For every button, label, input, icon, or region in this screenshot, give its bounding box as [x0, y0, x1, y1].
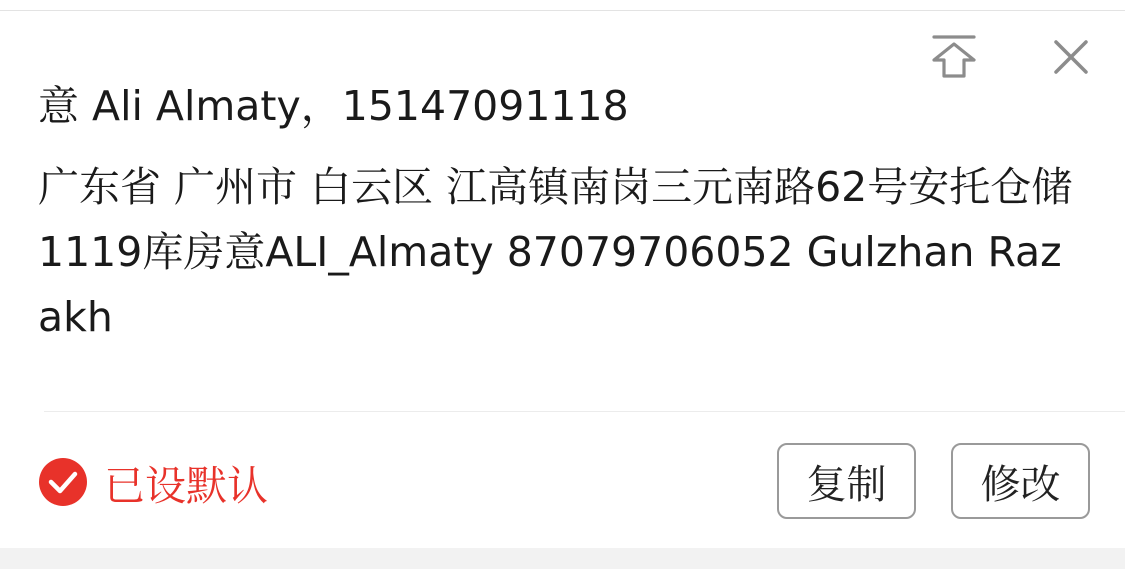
pin-to-top-icon[interactable]	[926, 32, 982, 82]
default-status-label: 已设默认	[104, 461, 268, 510]
close-icon[interactable]	[1048, 34, 1094, 80]
copy-button[interactable]: 复制	[777, 443, 916, 519]
recipient-name-phone: 意 Ali Almaty，15147091118	[38, 82, 629, 130]
address-text: 广东省 广州市 白云区 江高镇南岗三元南路62号安托仓储1119库房意ALI_Almaty 87079706052 Gulzhan Razakh	[38, 163, 1073, 341]
bottom-separator-band	[0, 548, 1125, 569]
edit-button[interactable]: 修改	[951, 443, 1090, 519]
default-status	[38, 455, 268, 509]
section-divider	[44, 411, 1125, 412]
checkmark-circle-icon	[38, 457, 88, 507]
top-divider	[0, 10, 1125, 11]
